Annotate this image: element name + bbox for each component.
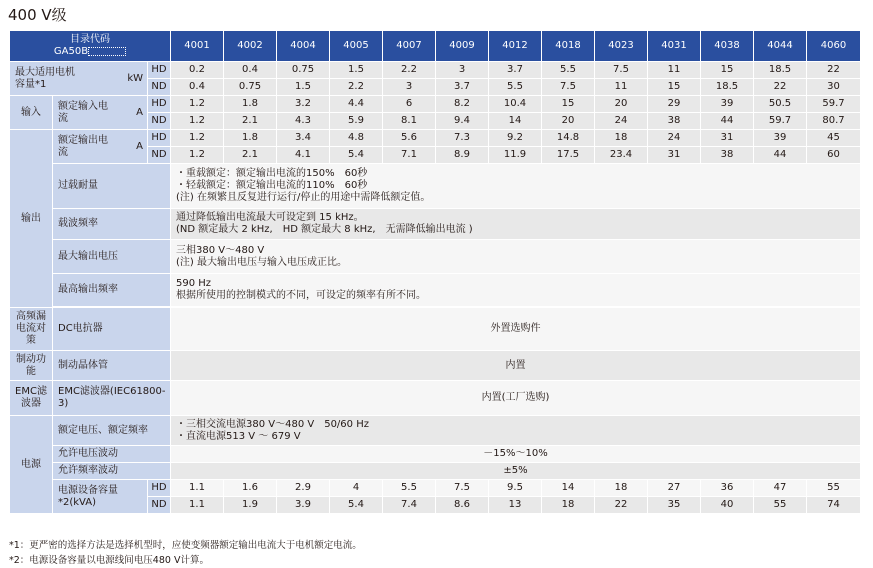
value-cell: 7.4 xyxy=(383,497,436,514)
harmonic-label: DC电抗器 xyxy=(53,308,171,351)
value-cell: 5.5 xyxy=(542,62,595,79)
emc-value: 内置(工厂选购) xyxy=(171,381,861,416)
value-cell: 14 xyxy=(489,113,542,130)
value-cell: 1.2 xyxy=(171,130,224,147)
mode-cell: ND xyxy=(148,79,171,96)
value-cell: 9.2 xyxy=(489,130,542,147)
mode-cell: HD xyxy=(148,62,171,79)
value-cell: 44 xyxy=(754,147,807,164)
voltage-fluct-value: －15%～10% xyxy=(171,446,861,463)
model-header: 4004 xyxy=(277,31,330,62)
value-cell: 39 xyxy=(701,96,754,113)
value-cell: 18 xyxy=(595,130,648,147)
value-cell: 45 xyxy=(807,130,861,147)
value-cell: 5.5 xyxy=(489,79,542,96)
model-header: 4044 xyxy=(754,31,807,62)
power-capacity-label: 电源设备容量*2(kVA) xyxy=(53,480,148,514)
value-cell: 74 xyxy=(807,497,861,514)
value-cell: 80.7 xyxy=(807,113,861,130)
value-cell: 1.9 xyxy=(224,497,277,514)
input-group-label: 输入 xyxy=(10,96,53,130)
value-cell: 2.1 xyxy=(224,147,277,164)
model-header: 4001 xyxy=(171,31,224,62)
value-cell: 29 xyxy=(648,96,701,113)
value-cell: 38 xyxy=(701,147,754,164)
mode-cell: ND xyxy=(148,147,171,164)
value-cell: 0.4 xyxy=(171,79,224,96)
value-cell: 1.5 xyxy=(277,79,330,96)
value-cell: 55 xyxy=(754,497,807,514)
output-current-unit: A xyxy=(136,140,143,152)
model-header: 4038 xyxy=(701,31,754,62)
motor-capacity-unit: kW xyxy=(127,72,143,84)
value-cell: 5.4 xyxy=(330,497,383,514)
max-frequency-row xyxy=(10,274,861,307)
harmonic-value: 外置选购件 xyxy=(171,308,861,351)
value-cell: 24 xyxy=(648,130,701,147)
model-header: 4060 xyxy=(807,31,861,62)
value-cell: 7.5 xyxy=(436,480,489,497)
model-header: 4012 xyxy=(489,31,542,62)
value-cell: 2.2 xyxy=(330,79,383,96)
value-cell: 9.4 xyxy=(436,113,489,130)
braking-label: 制动晶体管 xyxy=(53,351,171,381)
value-cell: 8.2 xyxy=(436,96,489,113)
output-group-label: 输出 xyxy=(10,130,53,308)
value-cell: 6 xyxy=(383,96,436,113)
emc-group-label: EMC滤波器 xyxy=(10,381,53,416)
power-rated-row xyxy=(10,416,861,446)
model-header: 4002 xyxy=(224,31,277,62)
value-cell: 5.6 xyxy=(383,130,436,147)
mode-cell: ND xyxy=(148,113,171,130)
footnote: *2：电源设备容量以电源线间电压480 V计算。 xyxy=(9,555,209,566)
value-cell: 1.2 xyxy=(171,147,224,164)
value-cell: 20 xyxy=(542,113,595,130)
carrier-row xyxy=(10,209,861,240)
spec-table xyxy=(9,30,861,514)
overload-value: ・重载额定：额定输出电流的150% 60秒 ・轻载额定：额定输出电流的110% 60秒 (注) 在频繁且反复进行运行/停止的用途中需降低额定值。 xyxy=(171,164,861,209)
value-cell: 22 xyxy=(754,79,807,96)
max-voltage-row xyxy=(10,240,861,274)
value-cell: 22 xyxy=(595,497,648,514)
value-cell: 60 xyxy=(807,147,861,164)
value-cell: 5.9 xyxy=(330,113,383,130)
freq-fluct-row xyxy=(10,463,861,480)
input-current-unit: A xyxy=(136,106,143,118)
output-current-hd-row xyxy=(10,130,861,147)
model-header: 4005 xyxy=(330,31,383,62)
value-cell: 4 xyxy=(330,480,383,497)
value-cell: 38 xyxy=(648,113,701,130)
power-capacity-hd-row xyxy=(10,480,861,497)
value-cell: 47 xyxy=(754,480,807,497)
model-header: 4023 xyxy=(595,31,648,62)
value-cell: 4.3 xyxy=(277,113,330,130)
output-current-label: 额定输出电流 A xyxy=(53,130,148,164)
value-cell: 55 xyxy=(807,480,861,497)
value-cell: 22 xyxy=(807,62,861,79)
harmonic-row xyxy=(10,308,861,351)
footnote: *1：更严密的选择方法是选择机型时，应使变频器额定输出电流大于电机额定电流。 xyxy=(9,540,362,551)
value-cell: 4.1 xyxy=(277,147,330,164)
value-cell: 1.2 xyxy=(171,113,224,130)
value-cell: 1.8 xyxy=(224,96,277,113)
value-cell: 7.5 xyxy=(542,79,595,96)
catalog-code-prefix: GA50B xyxy=(12,46,168,58)
value-cell: 14 xyxy=(542,480,595,497)
value-cell: 0.4 xyxy=(224,62,277,79)
model-header: 4031 xyxy=(648,31,701,62)
value-cell: 59.7 xyxy=(807,96,861,113)
rated-voltage-value: ・三相交流电源380 V～480 V 50/60 Hz ・直流电源513 V ～ 679 V xyxy=(171,416,861,446)
motor-capacity-hd-row xyxy=(10,62,861,79)
value-cell: 0.75 xyxy=(224,79,277,96)
overload-label: 过载耐量 xyxy=(53,164,171,209)
value-cell: 4.8 xyxy=(330,130,383,147)
max-voltage-label: 最大输出电压 xyxy=(53,240,171,274)
value-cell: 11.9 xyxy=(489,147,542,164)
value-cell: 2.9 xyxy=(277,480,330,497)
value-cell: 5.4 xyxy=(330,147,383,164)
value-cell: 3.2 xyxy=(277,96,330,113)
value-cell: 11 xyxy=(595,79,648,96)
value-cell: 1.2 xyxy=(171,96,224,113)
footnotes xyxy=(9,538,362,568)
braking-row xyxy=(10,351,861,381)
mode-cell: HD xyxy=(148,130,171,147)
value-cell: 36 xyxy=(701,480,754,497)
max-voltage-value: 三相380 V～480 V (注) 最大输出电压与输入电压成正比。 xyxy=(171,240,861,274)
value-cell: 5.5 xyxy=(383,480,436,497)
value-cell: 1.1 xyxy=(171,480,224,497)
mode-cell: HD xyxy=(148,480,171,497)
value-cell: 18 xyxy=(595,480,648,497)
value-cell: 40 xyxy=(701,497,754,514)
emc-label: EMC滤波器(IEC61800-3) xyxy=(53,381,171,416)
value-cell: 9.5 xyxy=(489,480,542,497)
value-cell: 1.8 xyxy=(224,130,277,147)
value-cell: 14.8 xyxy=(542,130,595,147)
catalog-code-cell xyxy=(10,31,171,62)
value-cell: 3.4 xyxy=(277,130,330,147)
value-cell: 20 xyxy=(595,96,648,113)
value-cell: 7.1 xyxy=(383,147,436,164)
value-cell: 15 xyxy=(648,79,701,96)
max-frequency-label: 最高输出频率 xyxy=(53,274,171,307)
value-cell: 15 xyxy=(701,62,754,79)
value-cell: 3.7 xyxy=(436,79,489,96)
value-cell: 59.7 xyxy=(754,113,807,130)
value-cell: 1.5 xyxy=(330,62,383,79)
value-cell: 3 xyxy=(383,79,436,96)
value-cell: 50.5 xyxy=(754,96,807,113)
carrier-value: 通过降低输出电流最大可设定到 15 kHz。 (ND 额定最大 2 kHz, HD 额定最大 8 kHz, 无需降低输出电流 ) xyxy=(171,209,861,240)
value-cell: 1.1 xyxy=(171,497,224,514)
value-cell: 23.4 xyxy=(595,147,648,164)
freq-fluct-label: 允许频率波动 xyxy=(53,463,171,480)
value-cell: 3.7 xyxy=(489,62,542,79)
braking-value: 内置 xyxy=(171,351,861,381)
value-cell: 30 xyxy=(807,79,861,96)
value-cell: 0.75 xyxy=(277,62,330,79)
model-header: 4007 xyxy=(383,31,436,62)
value-cell: 1.6 xyxy=(224,480,277,497)
value-cell: 2.2 xyxy=(383,62,436,79)
value-cell: 8.6 xyxy=(436,497,489,514)
value-cell: 3 xyxy=(436,62,489,79)
model-header: 4018 xyxy=(542,31,595,62)
value-cell: 17.5 xyxy=(542,147,595,164)
value-cell: 35 xyxy=(648,497,701,514)
power-group-label: 电源 xyxy=(10,416,53,514)
input-current-hd-row xyxy=(10,96,861,113)
value-cell: 18.5 xyxy=(754,62,807,79)
value-cell: 27 xyxy=(648,480,701,497)
header-row xyxy=(10,31,861,62)
value-cell: 31 xyxy=(701,130,754,147)
voltage-fluct-label: 允许电压波动 xyxy=(53,446,171,463)
value-cell: 4.4 xyxy=(330,96,383,113)
value-cell: 7.5 xyxy=(595,62,648,79)
value-cell: 18 xyxy=(542,497,595,514)
page-title: 400 V级 xyxy=(8,6,67,24)
code-placeholder-box xyxy=(88,47,126,56)
value-cell: 39 xyxy=(754,130,807,147)
value-cell: 3.9 xyxy=(277,497,330,514)
value-cell: 15 xyxy=(542,96,595,113)
value-cell: 8.1 xyxy=(383,113,436,130)
value-cell: 44 xyxy=(701,113,754,130)
rated-voltage-label: 额定电压、额定频率 xyxy=(53,416,171,446)
max-frequency-value: 590 Hz 根据所使用的控制模式的不同，可设定的频率有所不同。 xyxy=(171,274,861,307)
value-cell: 13 xyxy=(489,497,542,514)
value-cell: 24 xyxy=(595,113,648,130)
catalog-code-label: 目录代码 xyxy=(70,34,110,45)
emc-row xyxy=(10,381,861,416)
value-cell: 11 xyxy=(648,62,701,79)
value-cell: 10.4 xyxy=(489,96,542,113)
value-cell: 0.2 xyxy=(171,62,224,79)
value-cell: 31 xyxy=(648,147,701,164)
value-cell: 2.1 xyxy=(224,113,277,130)
input-current-label: 额定输入电流 A xyxy=(53,96,148,130)
model-header: 4009 xyxy=(436,31,489,62)
harmonic-group-label: 高频漏电流对策 xyxy=(10,308,53,351)
freq-fluct-value: ±5% xyxy=(171,463,861,480)
mode-cell: HD xyxy=(148,96,171,113)
carrier-label: 载波频率 xyxy=(53,209,171,240)
value-cell: 18.5 xyxy=(701,79,754,96)
value-cell: 8.9 xyxy=(436,147,489,164)
overload-row xyxy=(10,164,861,209)
voltage-fluct-row xyxy=(10,446,861,463)
value-cell: 7.3 xyxy=(436,130,489,147)
braking-group-label: 制动功能 xyxy=(10,351,53,381)
mode-cell: ND xyxy=(148,497,171,514)
motor-capacity-label: 最大适用电机容量*1 kW xyxy=(10,62,148,96)
